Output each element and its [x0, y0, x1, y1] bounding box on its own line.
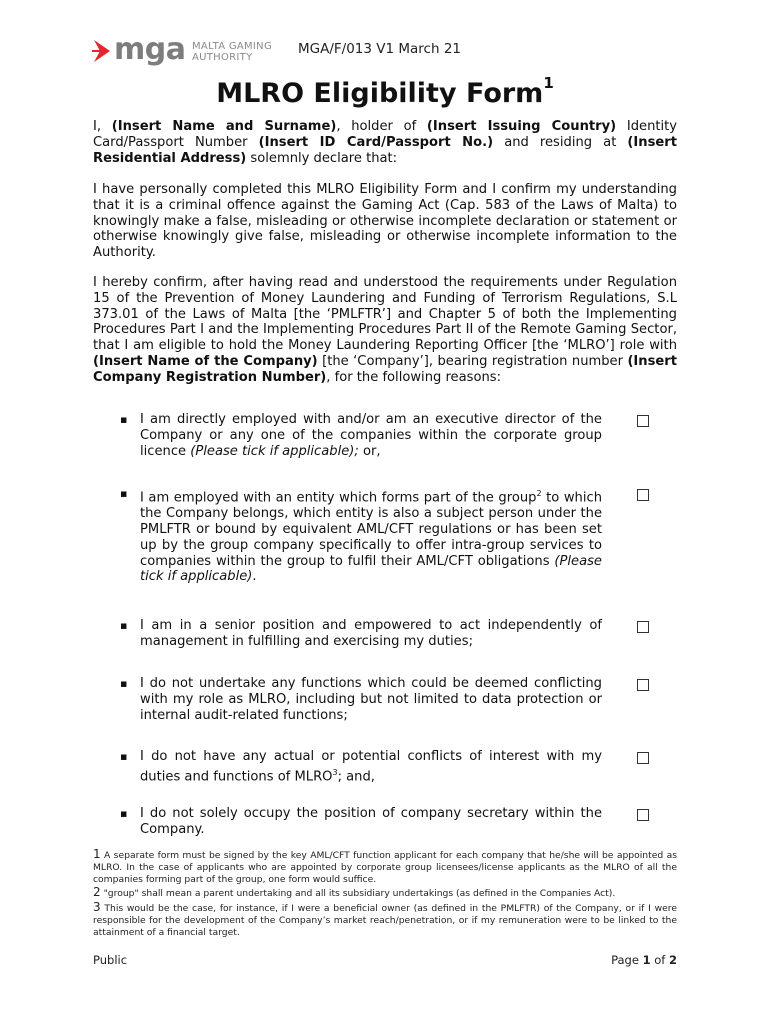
confirmation-paragraph: I hereby confirm, after having read and understood the requirements under Regulation 15 of the Prevention of Money Laundering and Funding of Terrorism Regulations, S.L 373.01 of the Laws of Malta [the ‘PMLFTR’] and Chapter 5 of both the Implementing Procedures Part I and the Implementing Procedures Part II of the Remote Gaming Sector, that I am eligible to hold the Money Laundering Reporting Officer [the ‘MLRO’] role with (Insert Name of the Company) [the ‘Company’], bearing registration number (Insert Company Registration Number), for the following reasons:	[93, 275, 678, 385]
reason-checkbox[interactable]	[637, 489, 649, 501]
reason-checkbox[interactable]	[637, 621, 649, 633]
bullet-icon: ▪	[120, 619, 128, 632]
logo-tagline: MALTA GAMING AUTHORITY	[192, 41, 273, 63]
declaration-paragraph: I have personally completed this MLRO Eligibility Form and I confirm my understanding that it is a criminal offence against the Gaming Act (Cap. 583 of the Laws of Malta) to knowingly make a false, misleading or otherwise incomplete declaration or statement or otherwise knowingly give false, misleading or otherwise incomplete information to the Authority.	[93, 182, 677, 261]
logo-wordmark: mga	[114, 32, 186, 67]
reason-text: I do not solely occupy the position of company secretary within the Company.	[140, 806, 602, 837]
bullet-icon: ▪	[120, 807, 128, 820]
bullet-icon: ▪	[120, 487, 128, 500]
footnotes	[93, 849, 677, 941]
classification-label: Public	[93, 953, 128, 967]
reason-checkbox[interactable]	[637, 752, 649, 764]
intro-paragraph: I, (Insert Name and Surname), holder of (Insert Issuing Country) Identity Card/Passport Number (Insert ID Card/Passport No.) and residing at (Insert Residential Address) solemnly declare that:	[93, 119, 678, 166]
reason-text: I am employed with an entity which forms part of the group$^2$ to which the Company belongs, which entity is also a subject person under the PMLFTR or bound by equivalent AML/CFT regulations or has been set up by the group company specifically to offer intra-group services to companies within the group to fulfil their AML/CFT obligations (Please tick if applicable).	[140, 489, 602, 585]
mga-logo	[92, 34, 282, 70]
reason-text: I am directly employed with and/or am an executive director of the Company or any one of the companies within the corporate group licence (Please tick if applicable); or,	[140, 412, 602, 459]
bullet-icon: ▪	[120, 677, 128, 690]
title-footnote-ref: 1	[543, 74, 554, 92]
reason-checkbox[interactable]	[637, 809, 649, 821]
footnote: 2 "group" shall mean a parent undertaking and all its subsidiary undertakings (as defined in the Companies Act).	[93, 885, 616, 900]
bullet-icon: ▪	[120, 750, 128, 763]
bullet-icon: ▪	[120, 413, 128, 426]
document-reference: MGA/F/013 V1 March 21	[298, 41, 462, 57]
page-number: Page 1 of 2	[611, 953, 677, 967]
page-title: MLRO Eligibility Form$^1$	[216, 74, 554, 109]
placeholder-address: (Insert Residential Address)	[93, 134, 677, 166]
reason-checkbox[interactable]	[637, 415, 649, 427]
reason-text: I am in a senior position and empowered to act independently of management in fulfilling and exercising my duties;	[140, 618, 602, 649]
placeholder-id-number: (Insert ID Card/Passport No.)	[258, 134, 494, 150]
reason-checkbox[interactable]	[637, 679, 649, 691]
reason-text: I do not have any actual or potential conflicts of interest with my duties and functions of MLRO$^3$; and,	[140, 749, 602, 785]
placeholder-registration-number: (Insert Company Registration Number)	[93, 353, 678, 385]
footnote: 1 A separate form must be signed by the key AML/CFT function applicant for each company that he/she will be appointed as MLRO. In the case of applicants who are appointed by corporate group licensees/license applicants as the MLRO of all the companies forming part of the group, one form would suffice.	[93, 847, 677, 885]
mga-arrow-icon	[92, 34, 114, 68]
footnote: 3 This would be the case, for instance, if I were a beneficial owner (as defined in the PMLFTR) of the Company, or if I were responsible for the development of the Company’s market reach/penetration, or if my remuneration were to be linked to the attainment of a financial target.	[93, 900, 678, 938]
placeholder-issuing-country: (Insert Issuing Country)	[426, 119, 617, 134]
reason-text: I do not undertake any functions which could be deemed conflicting with my role as MLRO, including but not limited to data protection or internal audit-related functions;	[140, 676, 602, 723]
placeholder-name: (Insert Name and Surname)	[111, 119, 337, 134]
placeholder-company-name: (Insert Name of the Company)	[93, 353, 318, 369]
